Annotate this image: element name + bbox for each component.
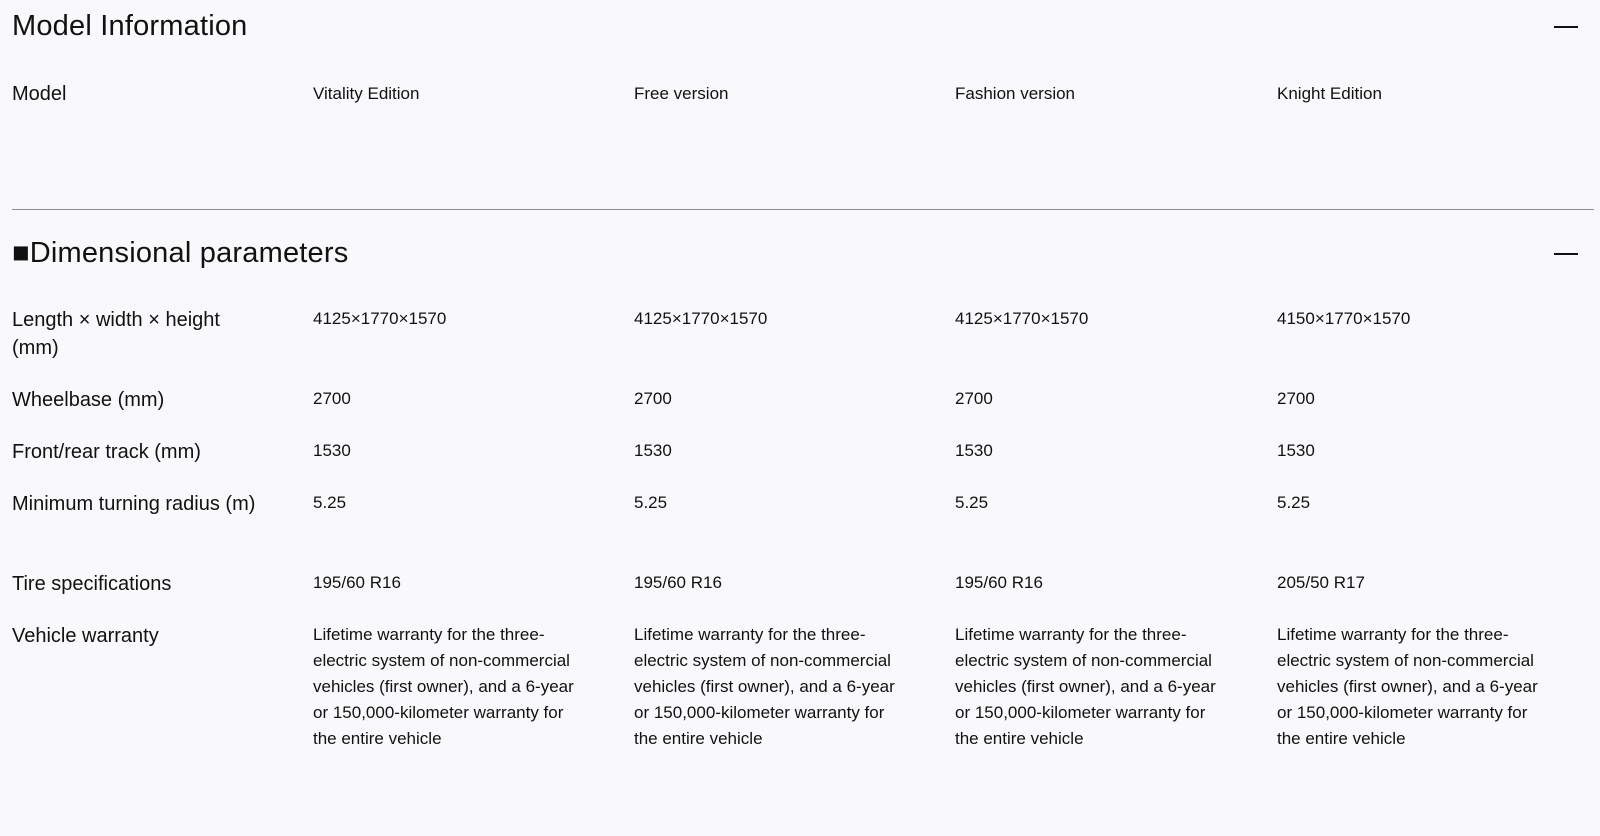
spec-value: 5.25 xyxy=(1277,493,1311,512)
section-divider xyxy=(12,209,1594,210)
spec-value: 1530 xyxy=(313,441,351,460)
spec-label: Length × width × height (mm) xyxy=(12,309,220,359)
model-information-header[interactable] xyxy=(12,2,1588,50)
collapse-minus-icon[interactable] xyxy=(1554,26,1578,28)
model-information-section xyxy=(12,2,1588,105)
spec-value: 4125×1770×1570 xyxy=(955,309,1089,328)
model-name-4: Knight Edition xyxy=(1277,84,1382,103)
spec-label: Minimum turning radius (m) xyxy=(12,493,256,515)
spec-value: 205/50 R17 xyxy=(1277,573,1365,592)
row-label-model: Model xyxy=(12,83,67,105)
spec-label: Vehicle warranty xyxy=(12,625,159,647)
spec-value: 4125×1770×1570 xyxy=(634,309,768,328)
spec-value: 2700 xyxy=(313,389,351,408)
spec-label: Front/rear track (mm) xyxy=(12,441,201,463)
spec-value: 195/60 R16 xyxy=(634,573,722,592)
spec-value: 5.25 xyxy=(634,493,668,512)
dimensional-parameters-section xyxy=(12,229,1588,748)
spec-value: 1530 xyxy=(634,441,672,460)
spec-value: 2700 xyxy=(955,389,993,408)
spec-value: Lifetime warranty for the three-electric system of non-commercial vehicles (first owner), and a 6-year or 150,000-kilometer warranty for the entire vehicle xyxy=(313,625,574,748)
dimensional-parameters-header[interactable] xyxy=(12,229,1588,277)
model-name-1: Vitality Edition xyxy=(313,84,420,103)
spec-value: Lifetime warranty for the three-electric system of non-commercial vehicles (first owner), and a 6-year or 150,000-kilometer warranty for the entire vehicle xyxy=(1277,625,1538,748)
collapse-minus-icon[interactable] xyxy=(1554,253,1578,255)
spec-value: 195/60 R16 xyxy=(955,573,1043,592)
spec-value: 195/60 R16 xyxy=(313,573,401,592)
spec-value: 4125×1770×1570 xyxy=(313,309,447,328)
spec-value: 5.25 xyxy=(313,493,347,512)
spec-value: Lifetime warranty for the three-electric system of non-commercial vehicles (first owner), and a 6-year or 150,000-kilometer warranty for the entire vehicle xyxy=(634,625,895,748)
spec-value: 2700 xyxy=(634,389,672,408)
model-name-2: Free version xyxy=(634,84,729,103)
spec-label: Tire specifications xyxy=(12,573,172,595)
model-name-3: Fashion version xyxy=(955,84,1076,103)
spec-label: Wheelbase (mm) xyxy=(12,389,165,411)
spec-value: 4150×1770×1570 xyxy=(1277,309,1411,328)
spec-value: 1530 xyxy=(955,441,993,460)
section-title-dimensional-parameters: ■Dimensional parameters xyxy=(12,237,349,269)
spec-value: 1530 xyxy=(1277,441,1315,460)
spec-value: 5.25 xyxy=(955,493,989,512)
spec-value: 2700 xyxy=(1277,389,1315,408)
section-title-model-information: Model Information xyxy=(12,10,248,42)
spec-value: Lifetime warranty for the three-electric system of non-commercial vehicles (first owner), and a 6-year or 150,000-kilometer warranty for the entire vehicle xyxy=(955,625,1216,748)
